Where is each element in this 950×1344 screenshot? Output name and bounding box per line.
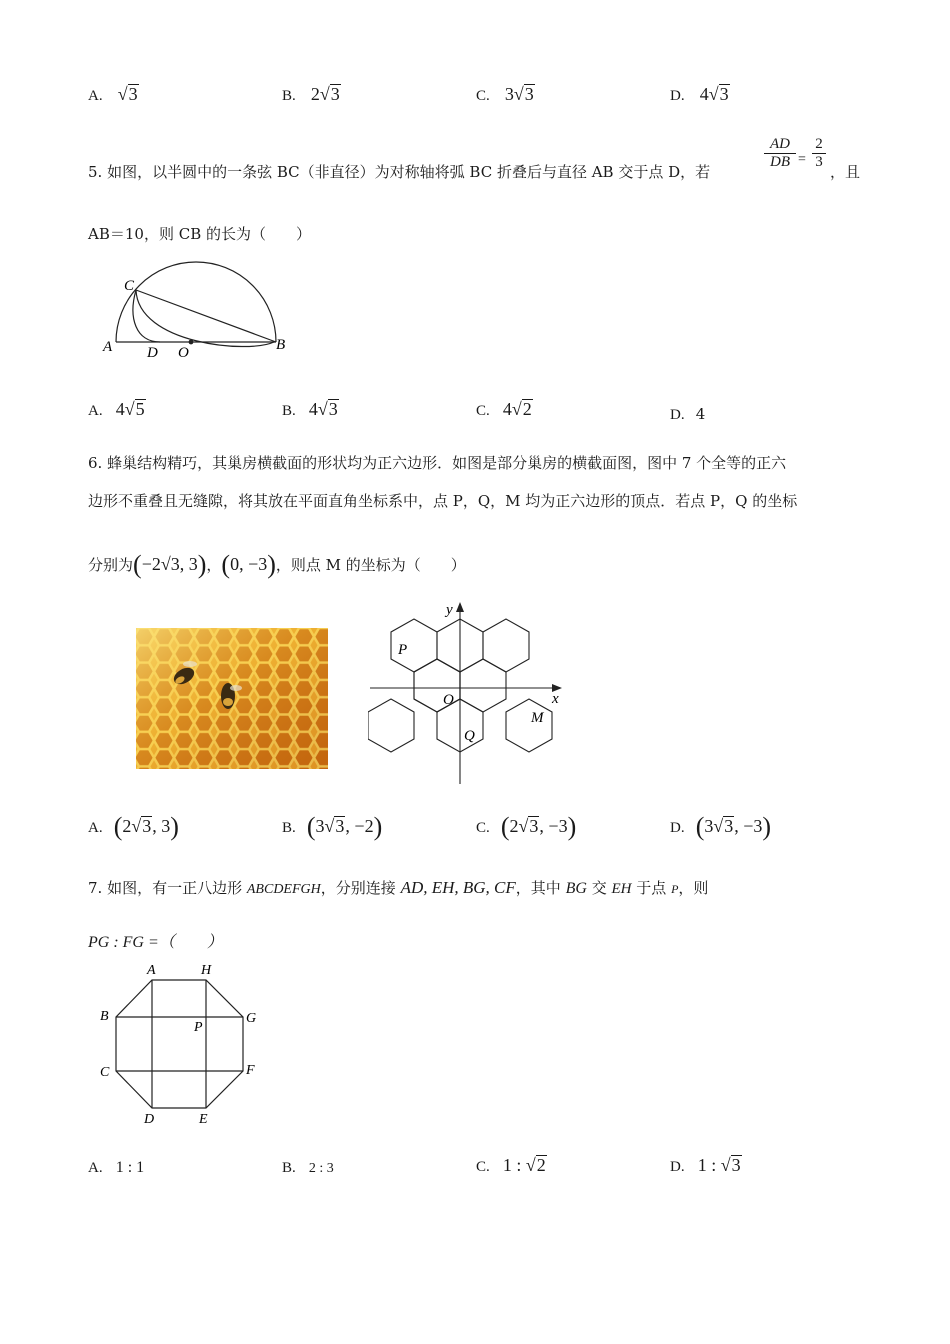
q6-option-d[interactable] <box>670 812 771 842</box>
option-letter: A. <box>88 88 103 104</box>
vertex-a-label: A <box>147 963 156 978</box>
q5-option-b[interactable] <box>282 399 339 420</box>
point-q-label: Q <box>464 728 475 744</box>
option-value: 4√3 <box>699 84 729 104</box>
q7-option-a[interactable] <box>88 1157 144 1177</box>
vertex-b-label: B <box>100 1009 109 1024</box>
option-value: (3√3, −2) <box>306 812 383 841</box>
option-value: 2 : 3 <box>308 1161 334 1176</box>
q6-stem-line3: 分别为(−2√3, 3)，(0, −3)，则点 M 的坐标为（ ） <box>88 550 466 579</box>
option-value: 2√3 <box>310 84 340 104</box>
point-d-label: D <box>147 345 158 361</box>
coord-p: (−2√3, 3) <box>133 550 207 579</box>
point-o-label: O <box>178 345 189 361</box>
option-letter: B. <box>282 1160 296 1176</box>
q4-option-b[interactable] <box>282 84 341 105</box>
q7-option-d[interactable] <box>670 1155 742 1176</box>
option-letter: C. <box>476 820 490 836</box>
q5-option-d[interactable] <box>670 404 705 424</box>
q5-stem-line2: AB＝10，则 CB 的长为（ ） <box>88 225 311 243</box>
option-letter: D. <box>670 407 685 423</box>
option-letter: A. <box>88 403 103 419</box>
option-letter: D. <box>670 88 685 104</box>
vertex-f-label: F <box>246 1063 255 1078</box>
point-m-label: M <box>531 710 544 726</box>
q5-ratio-fraction: AD DB <box>764 136 796 171</box>
q6-stem-line2: 边形不重叠且无缝隙，将其放在平面直角坐标系中，点 P，Q，M 均为正六边形的顶点．若点 P，Q 的坐标 <box>88 492 798 510</box>
q6-option-c[interactable] <box>476 812 576 842</box>
q6-option-b[interactable] <box>282 812 382 842</box>
option-value: 4 <box>695 405 706 423</box>
q7-option-b[interactable] <box>282 1157 334 1177</box>
q5-ratio-value: 2 3 <box>812 136 826 171</box>
q5-option-c[interactable] <box>476 399 533 420</box>
option-value: 4√5 <box>115 399 145 419</box>
option-letter: D. <box>670 820 685 836</box>
q7-octagon-figure <box>96 960 266 1130</box>
vertex-d-label: D <box>144 1112 155 1127</box>
point-b-label: B <box>276 337 286 353</box>
q5-semicircle-figure <box>98 256 298 366</box>
q5-stem-line1: 5. 如图，以半圆中的一条弦 BC（非直径）为对称轴将弧 BC 折叠后与直径 AB 交于点 D，若 <box>88 163 711 181</box>
q4-option-d[interactable] <box>670 84 730 105</box>
q6-hexagon-figure <box>368 598 568 788</box>
option-letter: B. <box>282 820 296 836</box>
option-value: 3√3 <box>504 84 534 104</box>
point-a-label: A <box>103 339 113 355</box>
option-value: (3√3, −3) <box>695 812 772 841</box>
option-value: 1 : 1 <box>115 1159 145 1176</box>
q7-stem-line1: 7. 如图，有一正八边形 ABCDEFGH，分别连接 AD, EH, BG, CF，其中 BG 交 EH 于点 P，则 <box>88 878 709 897</box>
option-value: (2√3, 3) <box>113 812 179 841</box>
q4-option-c[interactable] <box>476 84 535 105</box>
point-p-label: P <box>398 642 408 658</box>
q6-stem-line1: 6. 蜂巢结构精巧，其巢房横截面的形状均为正六边形．如图是部分巢房的横截面图，图中 7 个全等的正六 <box>88 454 787 472</box>
axis-x-label: x <box>552 691 559 707</box>
option-letter: A. <box>88 820 103 836</box>
q6-option-a[interactable] <box>88 812 179 842</box>
vertex-c-label: C <box>100 1065 110 1080</box>
vertex-e-label: E <box>199 1112 208 1127</box>
q5-equals: = <box>798 152 806 167</box>
origin-label: O <box>443 692 454 708</box>
option-letter: B. <box>282 403 296 419</box>
option-value: (2√3, −3) <box>500 812 577 841</box>
option-letter: B. <box>282 88 296 104</box>
option-letter: D. <box>670 1159 685 1175</box>
option-value: 1 : √2 <box>502 1155 546 1175</box>
option-letter: A. <box>88 1160 103 1176</box>
axis-y-label: y <box>446 602 453 618</box>
option-value: 1 : √3 <box>697 1155 741 1175</box>
option-letter: C. <box>476 1159 490 1175</box>
point-c-label: C <box>124 278 135 294</box>
coord-q: (0, −3) <box>221 550 276 579</box>
vertex-g-label: G <box>246 1011 257 1026</box>
option-value: √3 <box>117 84 138 104</box>
point-p-label: P <box>194 1020 203 1035</box>
q7-stem-line2: PG : FG =（ ） <box>88 934 223 951</box>
option-value: 4√2 <box>502 399 532 419</box>
option-value: 4√3 <box>308 399 338 419</box>
vertex-h-label: H <box>201 963 212 978</box>
option-letter: C. <box>476 403 490 419</box>
q4-option-a[interactable] <box>88 84 139 105</box>
option-letter: C. <box>476 88 490 104</box>
q5-option-a[interactable] <box>88 399 146 420</box>
q7-option-c[interactable] <box>476 1155 547 1176</box>
honeycomb-photo <box>136 628 328 769</box>
q5-stem-line1-end: ，且 <box>830 163 861 181</box>
